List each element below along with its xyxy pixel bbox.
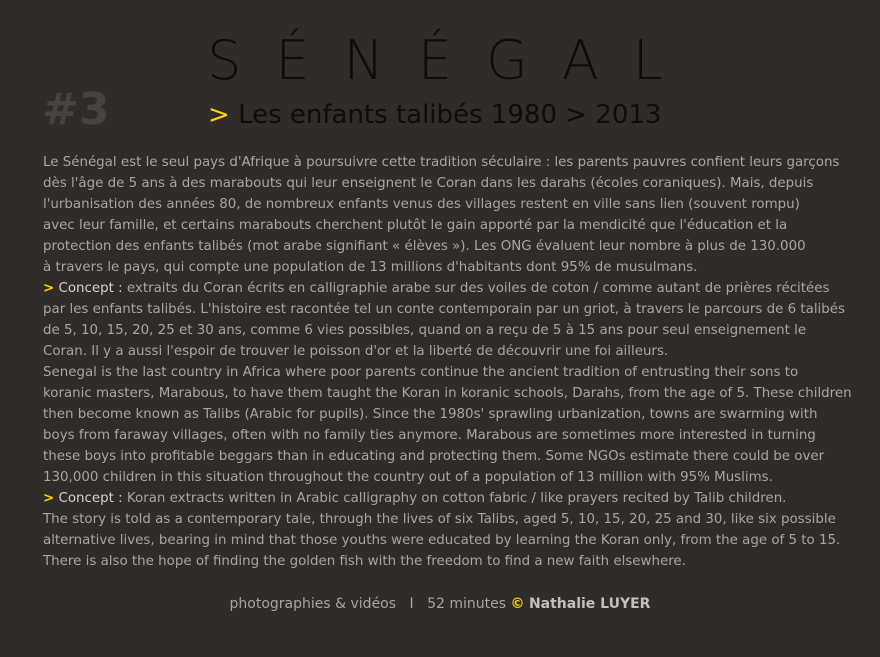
description-text bbox=[43, 152, 851, 572]
chapter-number: #3 bbox=[42, 84, 110, 135]
french-concept bbox=[43, 278, 851, 362]
text-line: Le Sénégal est le seul pays d'Afrique à poursuivre cette tradition séculaire : les parents pauvres confient leurs garçons bbox=[43, 155, 840, 170]
concept-label: Concept : bbox=[58, 281, 123, 296]
copyright-icon: © bbox=[510, 596, 525, 612]
subtitle-text: Les enfants talibés 1980 > 2013 bbox=[238, 100, 662, 130]
text-line bbox=[43, 488, 851, 509]
concept-text: Koran extracts written in Arabic calligraphy on cotton fabric / like prayers recited by Talib children. bbox=[122, 491, 787, 506]
footer-media: photographies & vidéos bbox=[229, 596, 397, 612]
concept-arrow-icon: > bbox=[43, 281, 55, 296]
subtitle-arrow-icon: > bbox=[208, 100, 230, 130]
text-line: dès l'âge de 5 ans à des marabouts qui leur enseignent le Coran dans les darahs (écoles coraniques). Mais, depuis bbox=[43, 176, 814, 191]
text-line bbox=[43, 278, 851, 299]
concept-arrow-icon: > bbox=[43, 491, 55, 506]
text-line: à travers le pays, qui compte une population de 13 millions d'habitants dont 95% de musulmans. bbox=[43, 260, 698, 275]
english-concept bbox=[43, 488, 851, 572]
footer-credits bbox=[0, 596, 880, 612]
concept-text: extraits du Coran écrits en calligraphie arabe sur des voiles de coton / comme autant de prières récitées bbox=[122, 281, 830, 296]
text-line: There is also the hope of finding the golden fish with the freedom to find a new faith elsewhere. bbox=[43, 554, 686, 569]
text-line: koranic masters, Marabous, to have them taught the Koran in koranic schools, Darahs, from the age of 5. These children bbox=[43, 386, 852, 401]
english-paragraph bbox=[43, 362, 851, 488]
text-line: then become known as Talibs (Arabic for pupils). Since the 1980s' sprawling urbanization, towns are swarming with bbox=[43, 407, 818, 422]
text-line: Coran. Il y a aussi l'espoir de trouver le poisson d'or et la liberté de découvrir une foi ailleurs. bbox=[43, 344, 669, 359]
text-line: Senegal is the last country in Africa where poor parents continue the ancient tradition of entrusting their sons to bbox=[43, 365, 799, 380]
text-line: par les enfants talibés. L'histoire est racontée tel un conte contemporain par un griot, à travers le parcours de 6 talibés bbox=[43, 302, 845, 317]
footer-duration: 52 minutes bbox=[427, 596, 507, 612]
text-line: avec leur famille, et certains marabouts cherchent plutôt le gain apporté par la mendicité que l'éducation et la bbox=[43, 218, 788, 233]
page-subtitle bbox=[208, 98, 661, 132]
text-line: The story is told as a contemporary tale, through the lives of six Talibs, aged 5, 10, 15, 20, 25 and 30, like six possible bbox=[43, 512, 836, 527]
text-line: l'urbanisation des années 80, de nombreux enfants venus des villages restent en ville sans lien (souvent rompu) bbox=[43, 197, 800, 212]
french-paragraph bbox=[43, 152, 851, 278]
text-line: alternative lives, bearing in mind that those youths were educated by learning the Koran only, from the age of 5 to 15. bbox=[43, 533, 841, 548]
text-line: protection des enfants talibés (mot arabe signifiant « élèves »). Les ONG évaluent leur nombre à plus de 130.000 bbox=[43, 239, 806, 254]
text-line: boys from faraway villages, often with no family ties anymore. Marabous are sometimes more interested in turning bbox=[43, 428, 816, 443]
page-title: SÉNÉGAL bbox=[207, 29, 697, 92]
footer-author: Nathalie LUYER bbox=[528, 596, 651, 612]
text-line: these boys into profitable beggars than in educating and protecting them. Some NGOs estimate there could be over bbox=[43, 449, 825, 464]
footer-separator: I bbox=[409, 596, 414, 612]
text-line: 130,000 children in this situation throughout the country out of a population of 13 million with 95% Muslims. bbox=[43, 470, 773, 485]
text-line: de 5, 10, 15, 20, 25 et 30 ans, comme 6 vies possibles, quand on a reçu de 5 à 15 ans pour seul enseignement le bbox=[43, 323, 807, 338]
concept-label: Concept : bbox=[58, 491, 123, 506]
